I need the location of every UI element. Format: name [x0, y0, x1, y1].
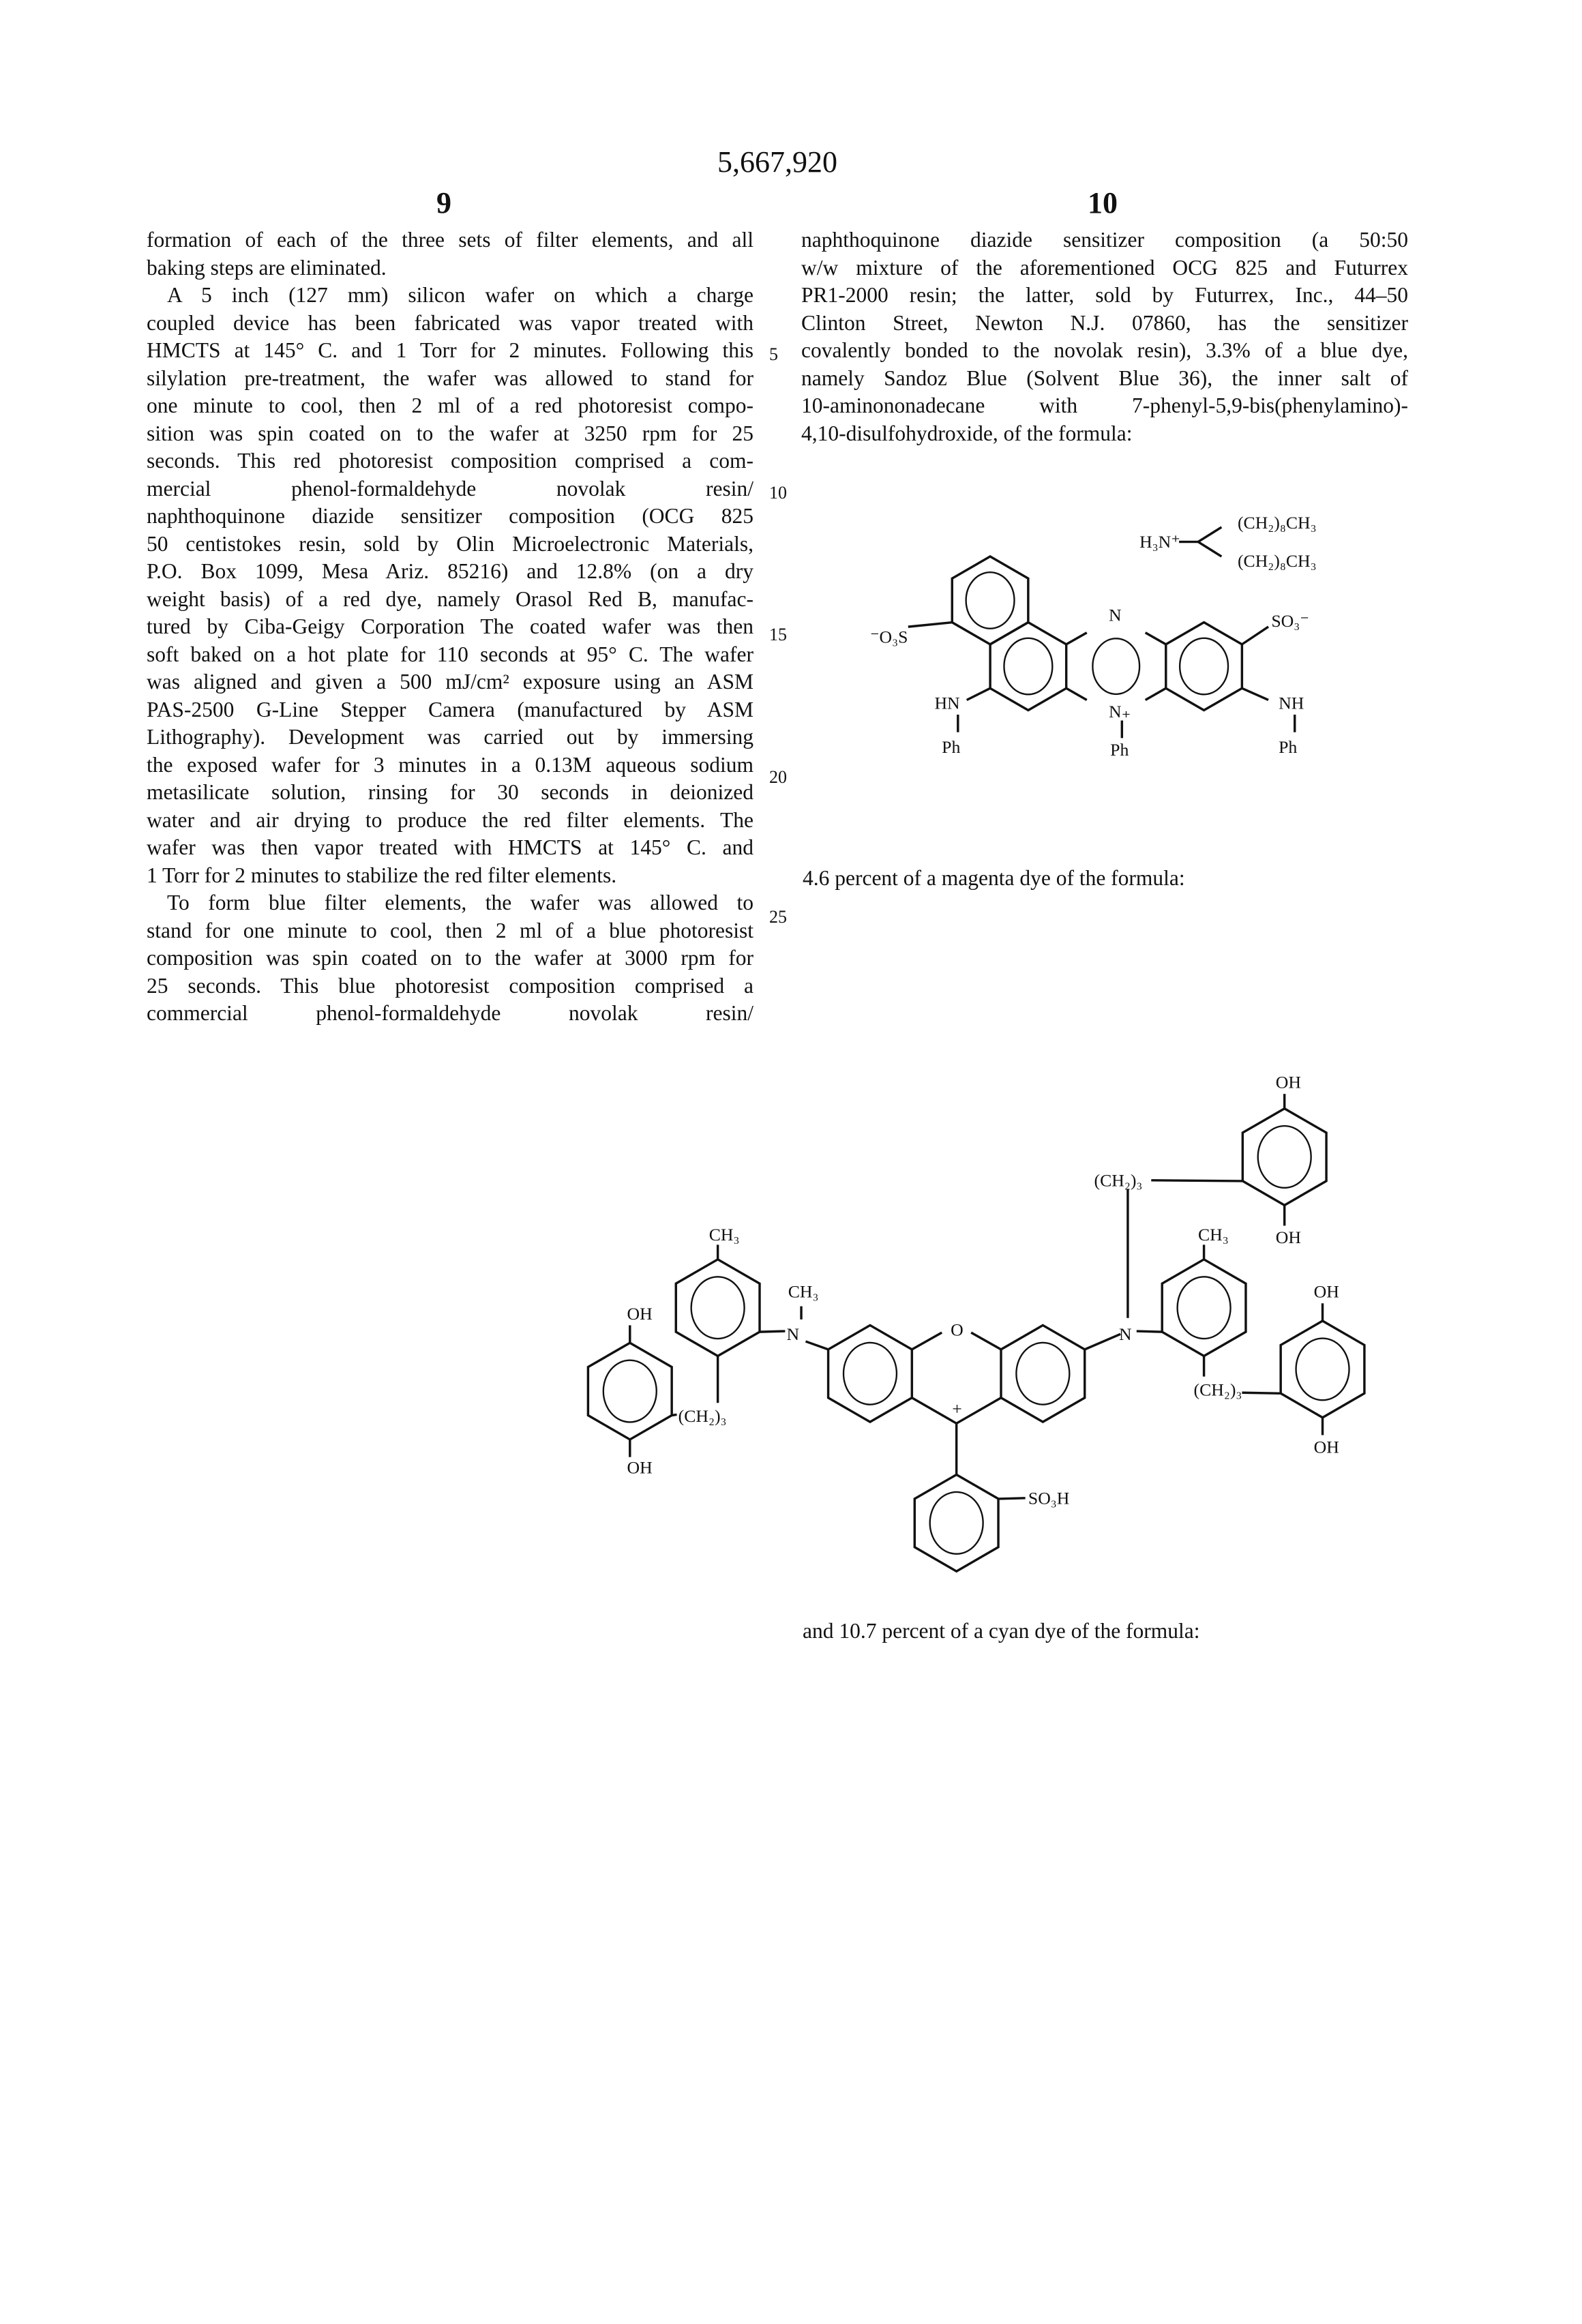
- text-line: naphthoquinone diazide sensitizer composition (OCG 825: [147, 503, 753, 531]
- formula-label: N₊: [1109, 702, 1131, 721]
- bond-line: [967, 688, 990, 700]
- formula-label: OH: [1276, 1227, 1301, 1247]
- formula-label: OH: [627, 1457, 652, 1477]
- aromatic-circle: [603, 1360, 657, 1422]
- bond-line: [805, 1341, 828, 1350]
- formula-label: CH₃: [709, 1225, 740, 1245]
- text-line: naphthoquinone diazide sensitizer composition (a 50:50: [801, 226, 1408, 254]
- formula-label: HN: [934, 693, 959, 713]
- formula-label: Ph: [942, 737, 960, 757]
- benzene-ring: [1242, 1109, 1326, 1206]
- aromatic-circle: [691, 1277, 745, 1339]
- text-line: PR1-2000 resin; the latter, sold by Futurrex, Inc., 44–50: [801, 282, 1408, 310]
- magenta-dye-caption: 4.6 percent of a magenta dye of the formula:: [803, 866, 1185, 891]
- text-line: stand for one minute to cool, then 2 ml of a blue photoresist: [147, 917, 753, 945]
- text-line: 4,10-disulfohydroxide, of the formula:: [801, 420, 1408, 448]
- bond-line: [998, 1498, 1026, 1499]
- bond-line: [1146, 688, 1166, 700]
- text-line: 50 centistokes resin, sold by Olin Microelectronic Materials,: [147, 531, 753, 558]
- formula-label: (CH₂)₈CH₃: [1238, 513, 1317, 533]
- text-line: coupled device has been fabricated was vapor treated with: [147, 310, 753, 338]
- aromatic-circle: [1180, 638, 1228, 694]
- bond-line: [912, 1398, 956, 1424]
- text-line: 1 Torr for 2 minutes to stabilize the red filter elements.: [147, 862, 753, 890]
- text-line: tured by Ciba-Geigy Corporation The coated wafer was then: [147, 613, 753, 641]
- right-column-number: 10: [1088, 185, 1118, 220]
- left-column-number: 9: [436, 185, 451, 220]
- aromatic-circle: [1016, 1343, 1069, 1405]
- text-line: silylation pre-treatment, the wafer was allowed to stand for: [147, 365, 753, 393]
- text-line: soft baked on a hot plate for 110 seconds at 95° C. The wafer: [147, 641, 753, 669]
- patent-number: 5,667,920: [0, 145, 1555, 179]
- text-line: one minute to cool, then 2 ml of a red photoresist compo-: [147, 392, 753, 420]
- text-line: P.O. Box 1099, Mesa Ariz. 85216) and 12.8% (on a dry: [147, 558, 753, 586]
- bond-line: [957, 1398, 1001, 1424]
- bond-line: [672, 1414, 676, 1415]
- text-line: namely Sandoz Blue (Solvent Blue 36), the inner salt of: [801, 365, 1408, 393]
- text-line: 25 seconds. This blue photoresist composition comprised a: [147, 972, 753, 1000]
- line-number: 15: [769, 625, 787, 645]
- aromatic-circle: [1258, 1126, 1311, 1188]
- aromatic-circle: [844, 1343, 897, 1405]
- formula-label: OH: [627, 1304, 652, 1324]
- line-number: 10: [769, 483, 787, 503]
- magenta-dye-structure: [588, 1073, 1364, 1572]
- aromatic-circle: [1178, 1277, 1231, 1339]
- formula-label: N: [1119, 1324, 1132, 1344]
- text-line: seconds. This red photoresist composition comprised a com-: [147, 447, 753, 475]
- aromatic-circle: [930, 1492, 983, 1554]
- formula-label: N: [1109, 606, 1122, 625]
- text-line: PAS-2500 G-Line Stepper Camera (manufactured by ASM: [147, 696, 753, 724]
- formula-label: CH₃: [1198, 1225, 1229, 1245]
- text-line: covalently bonded to the novolak resin), 3.3% of a blue dye,: [801, 337, 1408, 365]
- benzene-ring: [1166, 623, 1242, 711]
- bond-line: [1242, 688, 1268, 700]
- text-line: the exposed wafer for 3 minutes in a 0.13M aqueous sodium: [147, 751, 753, 779]
- bond-line: [1137, 1331, 1162, 1332]
- benzene-ring: [1281, 1321, 1364, 1418]
- text-line: 10-aminononadecane with 7-phenyl-5,9-bis(phenylamino)-: [801, 392, 1408, 420]
- formula-label: +: [952, 1399, 962, 1418]
- formula-label: O: [951, 1320, 964, 1339]
- formula-label: NH: [1279, 693, 1304, 713]
- formula-label: ⁻O₃S: [870, 627, 908, 647]
- aromatic-circle: [1296, 1339, 1349, 1401]
- text-line: metasilicate solution, rinsing for 30 seconds in deionized: [147, 779, 753, 807]
- benzene-ring: [676, 1260, 760, 1356]
- text-line: mercial phenol-formaldehyde novolak resin/: [147, 475, 753, 503]
- text-line: w/w mixture of the aforementioned OCG 825 and Futurrex: [801, 254, 1408, 282]
- text-line: To form blue filter elements, the wafer was allowed to: [147, 889, 753, 917]
- line-number: 25: [769, 907, 787, 927]
- benzene-ring: [952, 556, 1028, 644]
- formula-label: (CH₂)₃: [678, 1406, 727, 1426]
- bond-line: [1198, 542, 1221, 556]
- bond-line: [1066, 633, 1087, 644]
- formula-label: (CH₂)₃: [1194, 1380, 1242, 1400]
- cyan-dye-caption: and 10.7 percent of a cyan dye of the formula:: [803, 1619, 1200, 1643]
- bond-line: [1146, 633, 1166, 644]
- text-line: water and air drying to produce the red filter elements. The: [147, 807, 753, 835]
- bond-line: [912, 1332, 942, 1350]
- formula-label: (CH₂)₈CH₃: [1238, 551, 1317, 571]
- text-line: baking steps are eliminated.: [147, 254, 753, 282]
- formula-label: CH₃: [788, 1282, 819, 1302]
- benzene-ring: [990, 623, 1066, 711]
- bond-line: [1085, 1334, 1120, 1350]
- text-line: wafer was then vapor treated with HMCTS at 145° C. and: [147, 834, 753, 862]
- benzene-ring: [588, 1343, 672, 1440]
- text-line: formation of each of the three sets of filter elements, and all: [147, 226, 753, 254]
- bond-line: [1066, 688, 1087, 700]
- text-line: composition was spin coated on to the wafer at 3000 rpm for: [147, 944, 753, 972]
- line-number: 20: [769, 767, 787, 788]
- bond-line: [1242, 627, 1268, 644]
- formula-label: SO₃⁻: [1271, 611, 1309, 631]
- formula-label: H₃N⁺: [1139, 532, 1180, 552]
- aromatic-circle: [1004, 638, 1052, 694]
- formula-label: N: [787, 1324, 800, 1344]
- text-line: HMCTS at 145° C. and 1 Torr for 2 minutes. Following this: [147, 337, 753, 365]
- bond-line: [760, 1331, 785, 1332]
- formula-label: (CH₂)₃: [1094, 1170, 1143, 1190]
- blue-dye-structure: [870, 513, 1317, 760]
- formula-label: SO₃H: [1028, 1488, 1070, 1508]
- bond-line: [1242, 1392, 1281, 1393]
- benzene-ring: [829, 1325, 912, 1422]
- line-number: 5: [769, 344, 778, 365]
- text-line: sition was spin coated on to the wafer at 3250 rpm for 25: [147, 420, 753, 448]
- benzene-ring: [914, 1474, 998, 1571]
- text-line: was aligned and given a 500 mJ/cm² exposure using an ASM: [147, 668, 753, 696]
- text-line: weight basis) of a red dye, namely Orasol Red B, manufac-: [147, 586, 753, 614]
- bond-line: [971, 1332, 1001, 1350]
- text-line: A 5 inch (127 mm) silicon wafer on which a charge: [147, 282, 753, 310]
- benzene-ring: [1001, 1325, 1085, 1422]
- aromatic-circle: [1092, 638, 1139, 694]
- formula-label: OH: [1276, 1073, 1301, 1092]
- formula-label: OH: [1314, 1437, 1339, 1457]
- formula-label: Ph: [1110, 740, 1129, 760]
- bond-line: [908, 623, 952, 627]
- bond-line: [1198, 527, 1221, 541]
- text-line: Clinton Street, Newton N.J. 07860, has the sensitizer: [801, 310, 1408, 338]
- formula-label: OH: [1314, 1282, 1339, 1302]
- text-line: commercial phenol-formaldehyde novolak resin/: [147, 1000, 753, 1028]
- benzene-ring: [1162, 1260, 1246, 1356]
- text-line: Lithography). Development was carried out by immersing: [147, 724, 753, 751]
- chemical-structure-drawings: [0, 0, 1582, 2324]
- formula-label: Ph: [1279, 737, 1297, 757]
- aromatic-circle: [966, 572, 1015, 628]
- bond-line: [1151, 1180, 1242, 1181]
